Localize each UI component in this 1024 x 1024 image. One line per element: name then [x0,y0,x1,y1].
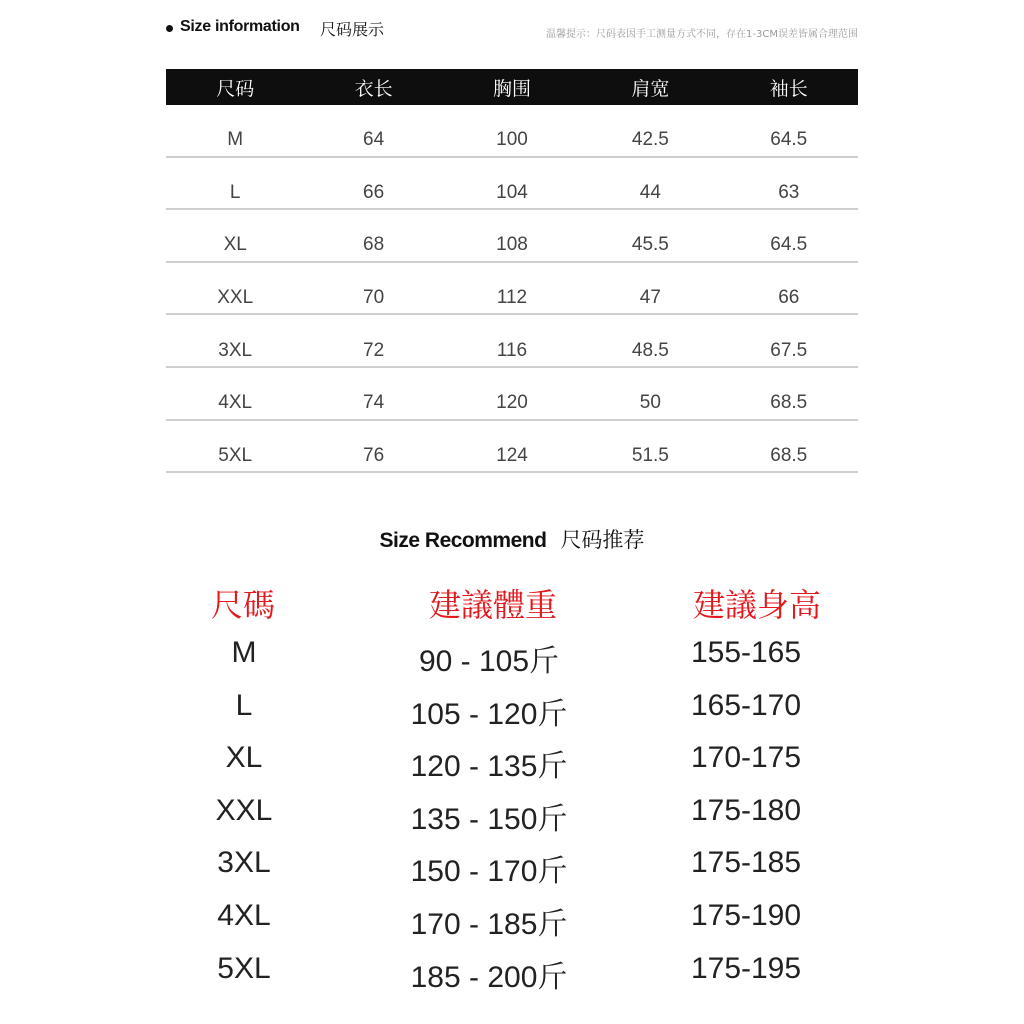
recommend-cell-weight: 120 - 135斤 [410,750,568,784]
cell-size: XXL [217,287,254,309]
list-item [0,948,1024,1001]
cell-chest: 120 [496,392,528,414]
table-row [166,368,858,421]
table-row [166,158,858,211]
cell-size: L [229,181,241,203]
cell-shoulder: 47 [639,287,661,309]
table-row [166,315,858,368]
recommend-cell-size: XXL [215,793,273,827]
cell-length: 68 [363,234,385,256]
recommend-cell-size: 5XL [217,951,271,985]
list-item [0,632,1024,685]
cell-length: 76 [363,444,385,466]
cell-shoulder: 50 [639,392,661,414]
size-info-title-cn: 尺码展示 [320,20,385,39]
table-row [166,263,858,316]
cell-length: 70 [363,287,385,309]
cell-size: M [227,129,244,151]
recommend-cell-size: XL [225,741,263,775]
cell-size: XL [223,234,247,256]
list-item [0,685,1024,738]
cell-sleeve: 68.5 [770,392,808,414]
recommend-cell-weight: 170 - 185斤 [410,907,568,941]
header-cell-chest: 胸围 [492,77,531,100]
cell-length: 72 [363,339,385,361]
recommend-header-weight: 建議體重 [428,586,558,624]
cell-sleeve: 64.5 [770,234,808,256]
header-cell-length: 衣长 [354,77,393,100]
recommend-cell-weight: 150 - 170斤 [410,855,568,889]
size-info-header [166,16,858,46]
cell-chest: 100 [496,129,528,151]
cell-sleeve: 67.5 [770,339,808,361]
size-recommend-title-en: Size Recommend [379,529,547,552]
cell-chest: 112 [496,287,528,309]
recommend-cell-weight: 105 - 120斤 [410,697,568,731]
header-cell-sleeve: 袖长 [769,77,808,100]
cell-shoulder: 44 [639,181,661,203]
cell-size: 4XL [218,392,253,414]
cell-length: 66 [363,181,385,203]
recommend-cell-height: 175-185 [690,846,802,880]
table-row [166,105,858,158]
header-cell-size: 尺码 [216,77,255,100]
header-cell-shoulder: 肩宽 [631,77,670,100]
recommend-header-size: 尺碼 [210,586,276,624]
recommend-cell-size: 3XL [217,846,271,880]
size-info-table [166,69,858,473]
recommend-header-height: 建議身高 [692,586,822,624]
cell-length: 74 [363,392,385,414]
list-item [0,895,1024,948]
cell-sleeve: 68.5 [770,444,808,466]
cell-length: 64 [363,129,385,151]
cell-shoulder: 51.5 [631,444,669,466]
cell-sleeve: 66 [778,287,800,309]
cell-sleeve: 64.5 [770,129,808,151]
cell-sleeve: 63 [778,181,800,203]
size-recommend-title-cn: 尺码推荐 [560,528,645,552]
cell-shoulder: 42.5 [631,129,669,151]
recommend-cell-height: 170-175 [690,741,802,775]
cell-chest: 116 [496,339,528,361]
recommend-cell-height: 155-165 [690,636,802,669]
recommend-cell-size: L [235,688,253,722]
size-recommend-table [0,632,1024,1000]
cell-chest: 104 [496,181,528,203]
list-item [0,842,1024,895]
recommend-cell-weight: 90 - 105斤 [418,645,560,678]
recommend-cell-size: M [231,636,257,669]
recommend-cell-height: 175-195 [690,951,802,985]
cell-chest: 124 [496,444,528,466]
measurement-note: 温馨提示：尺码表因手工测量方式不同，存在1-3CM误差皆属合理范围 [546,29,858,40]
table-row [166,421,858,474]
recommend-cell-size: 4XL [217,898,271,932]
cell-chest: 108 [496,234,528,256]
list-item [0,737,1024,790]
cell-size: 5XL [218,444,253,466]
recommend-cell-height: 165-170 [690,688,802,722]
table-row [166,210,858,263]
size-info-table-header [166,69,858,105]
cell-shoulder: 48.5 [631,339,669,361]
size-info-title-en: Size information [180,18,300,35]
cell-shoulder: 45.5 [631,234,669,256]
bullet-dot-icon [166,25,173,32]
size-recommend-header [0,524,1024,554]
recommend-cell-weight: 135 - 150斤 [410,802,568,836]
recommend-cell-height: 175-180 [690,793,802,827]
recommend-cell-height: 175-190 [690,898,802,932]
recommend-cell-weight: 185 - 200斤 [410,960,568,994]
list-item [0,790,1024,843]
cell-size: 3XL [218,339,253,361]
